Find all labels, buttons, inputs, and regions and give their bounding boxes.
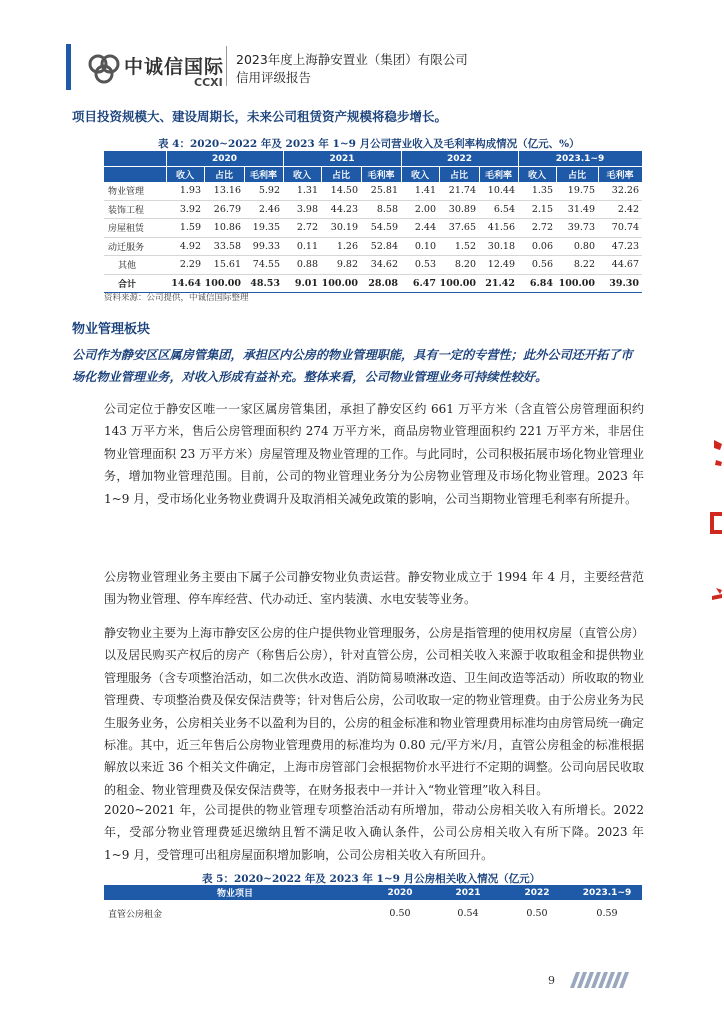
- cell: 31.49: [556, 200, 598, 219]
- table-row: [104, 256, 642, 275]
- table4-year: 2023.1~9: [518, 151, 642, 167]
- cell: 1.41: [401, 182, 439, 200]
- cell: 19.35: [244, 219, 283, 238]
- cell: 44.67: [598, 256, 642, 275]
- row-label: 直管公房租金: [108, 909, 163, 920]
- cell: 6.54: [479, 200, 518, 219]
- cell: 0.54: [457, 907, 479, 919]
- cell: 4.92: [166, 237, 204, 256]
- table5-header: 物业项目: [104, 885, 366, 900]
- cell: 39.30: [598, 274, 642, 292]
- intro-heading: 项目投资规模大、建设周期长，未来公司租赁资产规模将稳步增长。: [72, 109, 448, 124]
- cell: 2.72: [518, 219, 556, 238]
- cell: 0.88: [283, 256, 321, 275]
- cell: 100.00: [556, 274, 598, 292]
- table4-caption: 表 4：2020~2022 年及 2023 年 1~9 月公司营业收入及毛利率构成情况（亿元、%）: [158, 138, 580, 150]
- cell: 48.53: [244, 274, 283, 292]
- footer-stripes-decoration: [566, 972, 656, 988]
- cell: 1.52: [439, 237, 479, 256]
- table4-corner-cell: [104, 167, 166, 183]
- cell: 30.19: [321, 219, 361, 238]
- table5-header-row: [104, 885, 642, 900]
- cell: 1.26: [321, 237, 361, 256]
- table4-subheader: 收入: [518, 167, 556, 183]
- header-accent-bar: [66, 44, 71, 90]
- cell: 41.56: [479, 219, 518, 238]
- cell: 2.29: [166, 256, 204, 275]
- cell: 1.93: [166, 182, 204, 200]
- table4-subheader: 占比: [204, 167, 244, 183]
- row-label: 房屋租赁: [104, 219, 166, 238]
- body-paragraph: 公房物业管理业务主要由下属子公司静安物业负责运营。静安物业成立于 1994 年 4 月，主要经营范围为物业管理、停车库经营、代办动迁、室内装潢、水电安装等业务。: [104, 570, 644, 607]
- table5-header: 2022: [502, 885, 572, 900]
- cell: 8.20: [439, 256, 479, 275]
- report-title-line1: 2023年度上海静安置业（集团）有限公司: [236, 52, 468, 67]
- cell: 1.35: [518, 182, 556, 200]
- table4-corner-cell: [104, 151, 166, 167]
- cell: 0.59: [596, 907, 618, 919]
- lead-paragraph: 公司作为静安区区属房管集团，承担区内公房的物业管理职能，具有一定的专营性；此外公司还开拓了市场化物业管理业务，对收入形成有益补充。整体来看，公司物业管理业务可持续性较好。: [72, 348, 633, 384]
- table-row: [104, 237, 642, 256]
- table4-subheader: 毛利率: [244, 167, 283, 183]
- cell: 2.15: [518, 200, 556, 219]
- cell: 6.47: [401, 274, 439, 292]
- cell: 25.81: [361, 182, 401, 200]
- row-label: 物业管理: [104, 182, 166, 200]
- table-row: [104, 219, 642, 238]
- table-row: [104, 182, 642, 200]
- table-total-row: [104, 274, 642, 292]
- cell: 52.84: [361, 237, 401, 256]
- cell: 19.75: [556, 182, 598, 200]
- cell: 21.42: [479, 274, 518, 292]
- cell: 74.55: [244, 256, 283, 275]
- cell: 30.18: [479, 237, 518, 256]
- ccxi-logo-icon: [86, 50, 122, 86]
- table4-year: 2020: [166, 151, 283, 167]
- cell: 10.86: [204, 219, 244, 238]
- row-label: 合计: [104, 274, 166, 292]
- cell: 6.84: [518, 274, 556, 292]
- row-label: 装饰工程: [104, 200, 166, 219]
- cell: 100.00: [439, 274, 479, 292]
- table4-subheader: 收入: [283, 167, 321, 183]
- table4-subheader: 毛利率: [479, 167, 518, 183]
- table4-subheader: 收入: [166, 167, 204, 183]
- table4-subheader: 收入: [401, 167, 439, 183]
- table5-header: 2021: [434, 885, 502, 900]
- cell: 15.61: [204, 256, 244, 275]
- table5-header: 2023.1~9: [572, 885, 642, 900]
- table4-subheader: 占比: [556, 167, 598, 183]
- table4-subheader-row: [104, 167, 642, 183]
- cell: 3.92: [166, 200, 204, 219]
- cell: 2.42: [598, 200, 642, 219]
- table4-year: 2022: [401, 151, 518, 167]
- table5-header: 2020: [366, 885, 434, 900]
- table-row: [104, 900, 642, 926]
- table4-source-note: 资料来源：公司提供，中诚信国际整理: [104, 293, 249, 303]
- cell: 9.82: [321, 256, 361, 275]
- cell: 47.23: [598, 237, 642, 256]
- cell: 14.64: [166, 274, 204, 292]
- row-label: 其他: [104, 256, 166, 275]
- cell: 8.58: [361, 200, 401, 219]
- table5-caption: 表 5：2020~2022 年及 2023 年 1~9 月公房相关收入情况（亿元）: [202, 873, 541, 885]
- cell: 21.74: [439, 182, 479, 200]
- body-paragraph: 2020~2021 年，公司提供的物业管理专项整治活动有所增加，带动公房相关收入有所增长。2022 年，受部分物业管理费延迟缴纳且暂不满足收入确认条件，公司公房相关收入有所下降。2023 年 1~9 月，受管理可出租房屋面积增加影响，公司公房相关收入有所回升。: [104, 803, 644, 862]
- revenue-composition-table: [104, 151, 643, 293]
- table-row: [104, 200, 642, 219]
- cell: 0.50: [389, 907, 411, 919]
- cell: 0.50: [526, 907, 548, 919]
- cell: 2.46: [244, 200, 283, 219]
- table4-year: 2021: [283, 151, 401, 167]
- public-housing-revenue-table: [104, 885, 642, 926]
- page-header: [0, 0, 724, 100]
- cell: 26.79: [204, 200, 244, 219]
- table4-year-header-row: [104, 151, 642, 167]
- header-divider: [226, 46, 227, 86]
- cell: 44.23: [321, 200, 361, 219]
- table4-subheader: 占比: [321, 167, 361, 183]
- cell: 8.22: [556, 256, 598, 275]
- cell: 0.11: [283, 237, 321, 256]
- cell: 70.74: [598, 219, 642, 238]
- cell: 2.44: [401, 219, 439, 238]
- cell: 37.65: [439, 219, 479, 238]
- cell: 12.49: [479, 256, 518, 275]
- cell: 5.92: [244, 182, 283, 200]
- cell: 2.72: [283, 219, 321, 238]
- logo-chinese-name: 中诚信国际: [124, 56, 225, 78]
- body-paragraph: 静安物业主要为上海市静安区公房的住户提供物业管理服务，公房是指管理的使用权房屋（直管公房）以及居民购买产权后的房产（称售后公房），针对直管公房，公司相关收入来源于收取租金和提供物业管理服务（含专项整治活动，如二次供水改造、消防简易喷淋改造、卫生间改造等活动）所收取的物业管理费、专项整治费及保安保洁费等；针对售后公房，公司收取一定的物业管理费。由于公房业务为民生服务业务，公房相关业务不以盈利为目的，公房的租金标准和物业管理费用标准均由房管局统一确定标准。其中，近三年售后公房物业管理费用的标准均为 0.80 元/平方米/月，直管公房租金的标准根据解放以来近 36 个相关文件确定，上海市房管部门会根据物价水平进行不定期的调整。公司向居民收取的租金、物业管理费及保安保洁费等，在财务报表中一并计入“物业管理”收入科目。: [104, 626, 645, 797]
- body-paragraph: 公司定位于静安区唯一一家区属房管集团，承担了静安区约 661 万平方米（含直管公房管理面积约 143 万平方米，售后公房管理面积约 274 万平方米，商品房物业管理面积约 221 万平方米，非居住物业管理面积 23 万平方米）房屋管理及物业管理的工作。与此同时，公司积极拓展市场化物业管理业务，增加物业管理范围。目前，公司的物业管理业务分为公房物业管理及市场化物业管理。2023 年 1~9 月，受市场化业务物业费调升及取消相关减免政策的影响，公司当期物业管理毛利率有所提升。: [104, 402, 644, 506]
- table4-subheader: 毛利率: [598, 167, 642, 183]
- cell: 13.16: [204, 182, 244, 200]
- cell: 10.44: [479, 182, 518, 200]
- cell: 54.59: [361, 219, 401, 238]
- cell: 0.53: [401, 256, 439, 275]
- table4-subheader: 占比: [439, 167, 479, 183]
- cell: 30.89: [439, 200, 479, 219]
- logo-english-name: CCXI: [194, 76, 223, 89]
- cell: 99.33: [244, 237, 283, 256]
- cell: 28.08: [361, 274, 401, 292]
- table4-subheader: 毛利率: [361, 167, 401, 183]
- cell: 1.31: [283, 182, 321, 200]
- report-title-line2: 信用评级报告: [236, 70, 312, 85]
- cell: 2.00: [401, 200, 439, 219]
- page-number: 9: [548, 974, 555, 987]
- cell: 100.00: [204, 274, 244, 292]
- section-title: 物业管理板块: [72, 322, 151, 337]
- ccxi-logo: [86, 50, 225, 90]
- cell: 34.62: [361, 256, 401, 275]
- cell: 14.50: [321, 182, 361, 200]
- seal-stamp-decoration: [704, 420, 724, 620]
- cell: 0.80: [556, 237, 598, 256]
- cell: 32.26: [598, 182, 642, 200]
- cell: 100.00: [321, 274, 361, 292]
- cell: 0.10: [401, 237, 439, 256]
- cell: 0.06: [518, 237, 556, 256]
- cell: 9.01: [283, 274, 321, 292]
- cell: 33.58: [204, 237, 244, 256]
- row-label: 动迁服务: [104, 237, 166, 256]
- cell: 0.56: [518, 256, 556, 275]
- cell: 1.59: [166, 219, 204, 238]
- cell: 39.73: [556, 219, 598, 238]
- cell: 3.98: [283, 200, 321, 219]
